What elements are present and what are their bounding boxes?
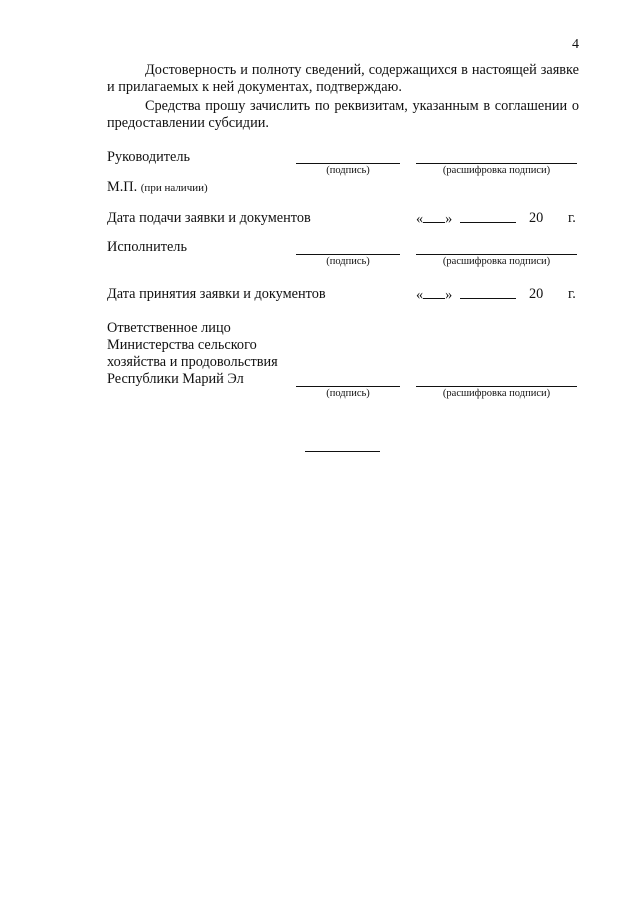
executor-decoding-line bbox=[416, 254, 577, 255]
executor-signature-caption: (подпись) bbox=[326, 256, 370, 267]
submit-date-month-blank bbox=[460, 210, 516, 223]
responsible-line-1: Ответственное лицо bbox=[107, 320, 231, 336]
executor-label: Исполнитель bbox=[107, 239, 187, 255]
accept-date-year: 20 bbox=[529, 286, 544, 302]
payment-details-paragraph: Средства прошу зачислить по реквизитам, указанным в соглашении о предоставлении субсидии. bbox=[107, 98, 579, 131]
responsible-line-2: Министерства сельского bbox=[107, 337, 257, 353]
executor-decoding-caption: (расшифровка подписи) bbox=[442, 256, 551, 267]
stamp-note: (при наличии) bbox=[140, 182, 208, 194]
responsible-decoding-line bbox=[416, 386, 577, 387]
head-decoding-caption: (расшифровка подписи) bbox=[442, 165, 551, 176]
responsible-line-4: Республики Марий Эл bbox=[107, 371, 244, 387]
submit-date-close-quote: » bbox=[445, 211, 453, 227]
head-decoding-line bbox=[416, 163, 577, 164]
submit-date-field bbox=[416, 210, 579, 228]
confirmation-paragraph: Достоверность и полноту сведений, содержащихся в настоящей заявке и прилагаемых к ней документах, подтверждаю. bbox=[107, 62, 579, 95]
submit-date-day-blank bbox=[423, 210, 445, 223]
accept-date-close-quote: » bbox=[445, 287, 453, 303]
accept-date-open-quote: « bbox=[416, 287, 424, 303]
responsible-line-3: хозяйства и продовольствия bbox=[107, 354, 278, 370]
accept-date-day-blank bbox=[423, 286, 445, 299]
accept-date-month-blank bbox=[460, 286, 516, 299]
responsible-decoding-caption: (расшифровка подписи) bbox=[442, 388, 551, 399]
accept-date-label: Дата принятия заявки и документов bbox=[107, 286, 326, 302]
stamp-label: М.П. bbox=[107, 179, 138, 195]
responsible-signature-caption: (подпись) bbox=[326, 388, 370, 399]
submit-date-year-suffix: г. bbox=[568, 210, 576, 226]
accept-date-year-suffix: г. bbox=[568, 286, 576, 302]
head-label: Руководитель bbox=[107, 149, 191, 165]
submit-date-open-quote: « bbox=[416, 211, 424, 227]
head-signature-caption: (подпись) bbox=[326, 165, 370, 176]
head-signature-line bbox=[296, 163, 400, 164]
executor-signature-line bbox=[296, 254, 400, 255]
accept-date-field bbox=[416, 286, 579, 304]
stamp-place bbox=[107, 179, 208, 197]
page-number: 4 bbox=[572, 37, 579, 52]
responsible-signature-line bbox=[296, 386, 400, 387]
submit-date-year: 20 bbox=[529, 210, 544, 226]
end-separator bbox=[305, 451, 380, 452]
submit-date-label: Дата подачи заявки и документов bbox=[107, 210, 311, 226]
